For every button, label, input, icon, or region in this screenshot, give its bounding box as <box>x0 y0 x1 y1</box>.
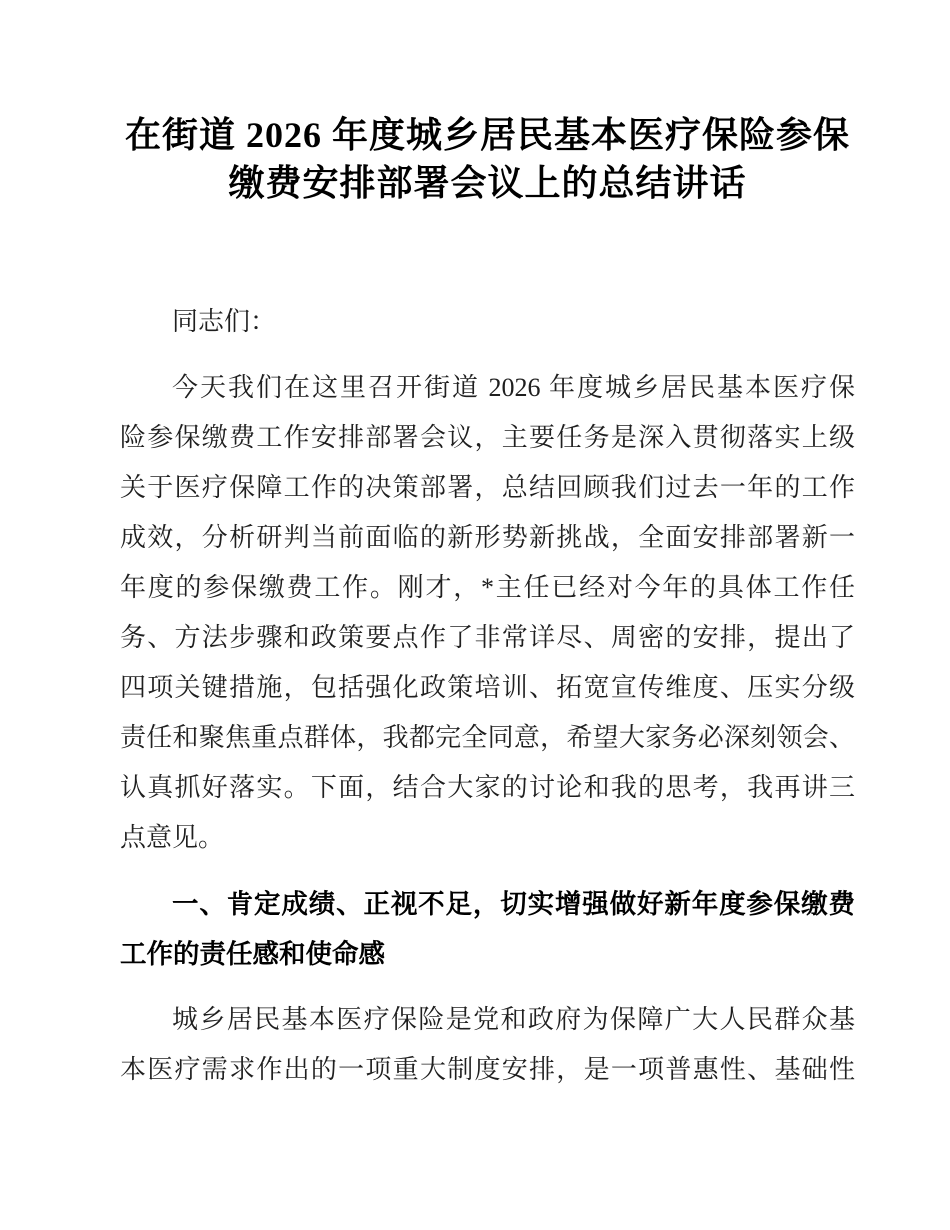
document-body <box>120 297 855 1095</box>
text-line: 成效，分析研判当前面临的新形势新挑战，全面安排部署新一 <box>120 523 855 552</box>
text-line: 年度的参保缴费工作。刚才，*主任已经对今年的具体工作任 <box>120 573 855 602</box>
title-line-1: 在街道 2026 年度城乡居民基本医疗保险参保 <box>124 115 850 155</box>
text-line: 认真抓好落实。下面，结合大家的讨论和我的思考，我再讲三 <box>120 773 855 802</box>
text-line: 务、方法步骤和政策要点作了非常详尽、周密的安排，提出了 <box>120 623 855 652</box>
text-line: 一、肯定成绩、正视不足，切实增强做好新年度参保缴费 <box>172 889 855 919</box>
title-line-2: 缴费安排部署会议上的总结讲话 <box>228 163 747 203</box>
text-line: 关于医疗保障工作的决策部署，总结回顾我们过去一年的工作 <box>120 473 855 502</box>
text-line: 点意见。 <box>120 823 225 852</box>
section-heading <box>120 879 855 979</box>
text-line: 同志们： <box>172 307 277 336</box>
paragraph <box>120 363 855 863</box>
document-title <box>120 111 855 207</box>
text-line: 责任和聚焦重点群体，我都完全同意，希望大家务必深刻领会、 <box>120 723 855 752</box>
text-line: 险参保缴费工作安排部署会议，主要任务是深入贯彻落实上级 <box>120 423 855 452</box>
text-line: 工作的责任感和使命感 <box>120 939 385 969</box>
text-line: 城乡居民基本医疗保险是党和政府为保障广大人民群众基 <box>172 1005 855 1034</box>
text-line: 今天我们在这里召开街道 2026 年度城乡居民基本医疗保 <box>172 373 855 402</box>
text-line: 本医疗需求作出的一项重大制度安排，是一项普惠性、基础性 <box>120 1055 855 1084</box>
paragraph <box>120 297 855 347</box>
text-line: 四项关键措施，包括强化政策培训、拓宽宣传维度、压实分级 <box>120 673 855 702</box>
paragraph <box>120 995 855 1095</box>
